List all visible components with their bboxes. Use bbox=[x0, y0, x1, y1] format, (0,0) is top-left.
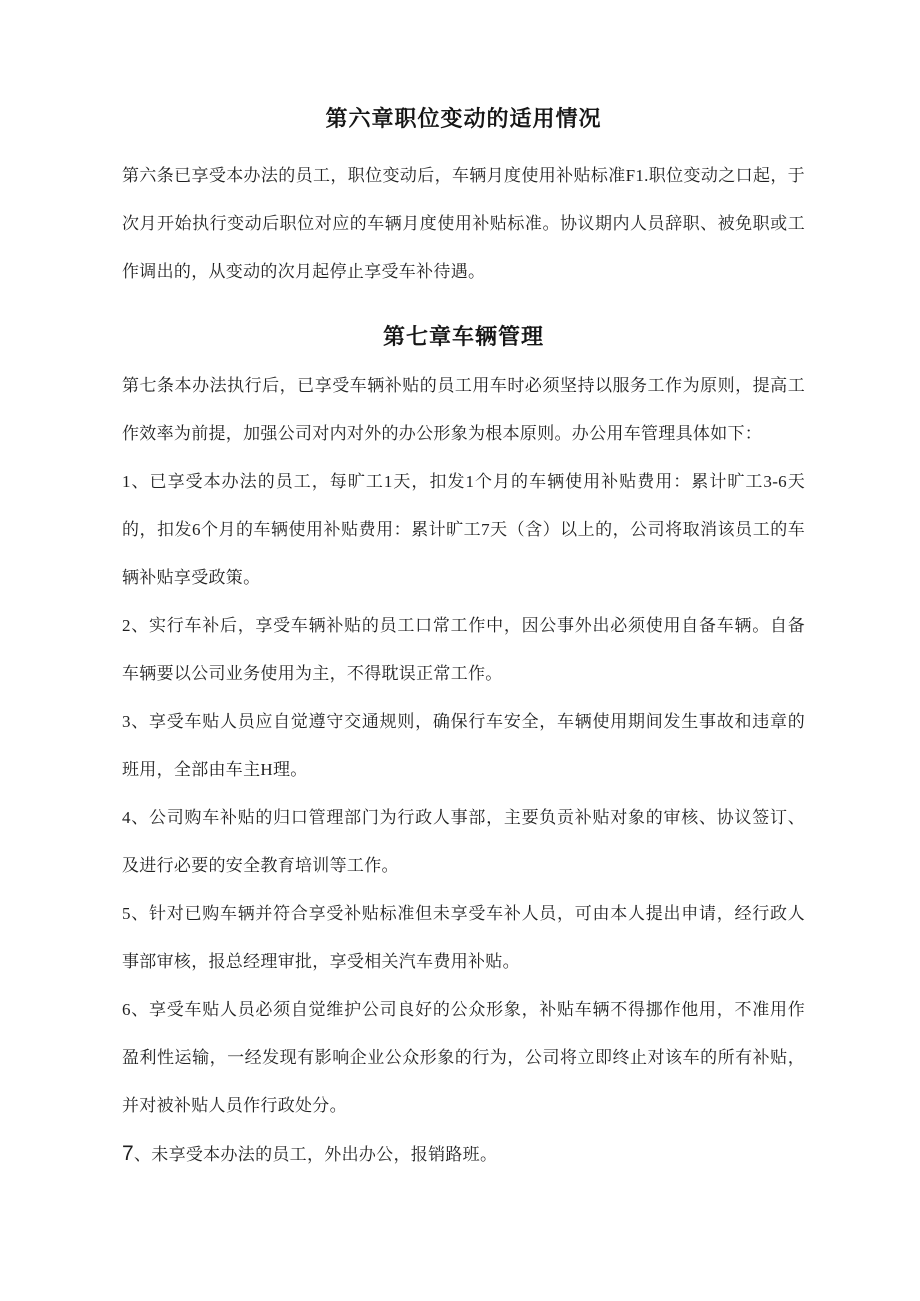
vehicle-rule-item-1: 1、已享受本办法的员工，每旷工1天，扣发1个月的车辆使用补贴费用：累计旷工3-6天的，扣发6个月的车辆使用补贴费用：累计旷工7天（含）以上的，公司将取消该员工的车辆补贴享受政策。 bbox=[122, 472, 805, 587]
article-7-intro-paragraph: 第七条本办法执行后，已享受车辆补贴的员工用车时必须坚持以服务工作为原则，提高工作效率为前提，加强公司对内对外的办公形象为根本原则。办公用车管理具体如下： bbox=[122, 376, 805, 443]
vehicle-rule-item-7 bbox=[122, 1130, 805, 1179]
vehicle-rule-item-5: 5、针对已购车辆并符合享受补贴标准但未享受车补人员，可由本人提出申请，经行政人事部审核，报总经理审批，享受相关汽车费用补贴。 bbox=[122, 904, 805, 971]
vehicle-rule-item-2: 2、实行车补后，享受车辆补贴的员工口常工作中，因公事外出必须使用自备车辆。自备车辆要以公司业务使用为主，不得耽误正常工作。 bbox=[122, 616, 805, 683]
vehicle-rule-item-6: 6、享受车贴人员必须自觉维护公司良好的公众形象，补贴车辆不得挪作他用，不准用作盈利性运输，一经发现有影响企业公众形象的行为，公司将立即终止对该车的所有补贴，并对被补贴人员作行政处分。 bbox=[122, 1000, 805, 1115]
vehicle-rule-item-4: 4、公司购车补贴的归口管理部门为行政人事部，主要负贡补贴对象的审核、协议签订、及进行必要的安全教育培训等工作。 bbox=[122, 808, 805, 875]
vehicle-rule-item-3: 3、享受车贴人员应自觉遵守交通规则，确保行车安全，车辆使用期间发生事故和违章的班用，全部由车主H理。 bbox=[122, 712, 805, 779]
item-7-text: 、未享受本办法的员工，外出办公，报销路班。 bbox=[133, 1145, 498, 1164]
chapter-6-heading: 第六章职位变动的适用情况 bbox=[325, 106, 602, 131]
article-6-paragraph: 第六条已享受本办法的员工，职位变动后，车辆月度使用补贴标准F1.职位变动之口起，于次月开始执行变动后职位对应的车辆月度使用补贴标准。协议期内人员辞职、被免职或工作调出的，从变动的次月起停止享受车补待遇。 bbox=[122, 166, 805, 281]
chapter-7-heading: 第七章车辆管理 bbox=[382, 324, 544, 349]
item-7-number: 7 bbox=[122, 1142, 134, 1165]
